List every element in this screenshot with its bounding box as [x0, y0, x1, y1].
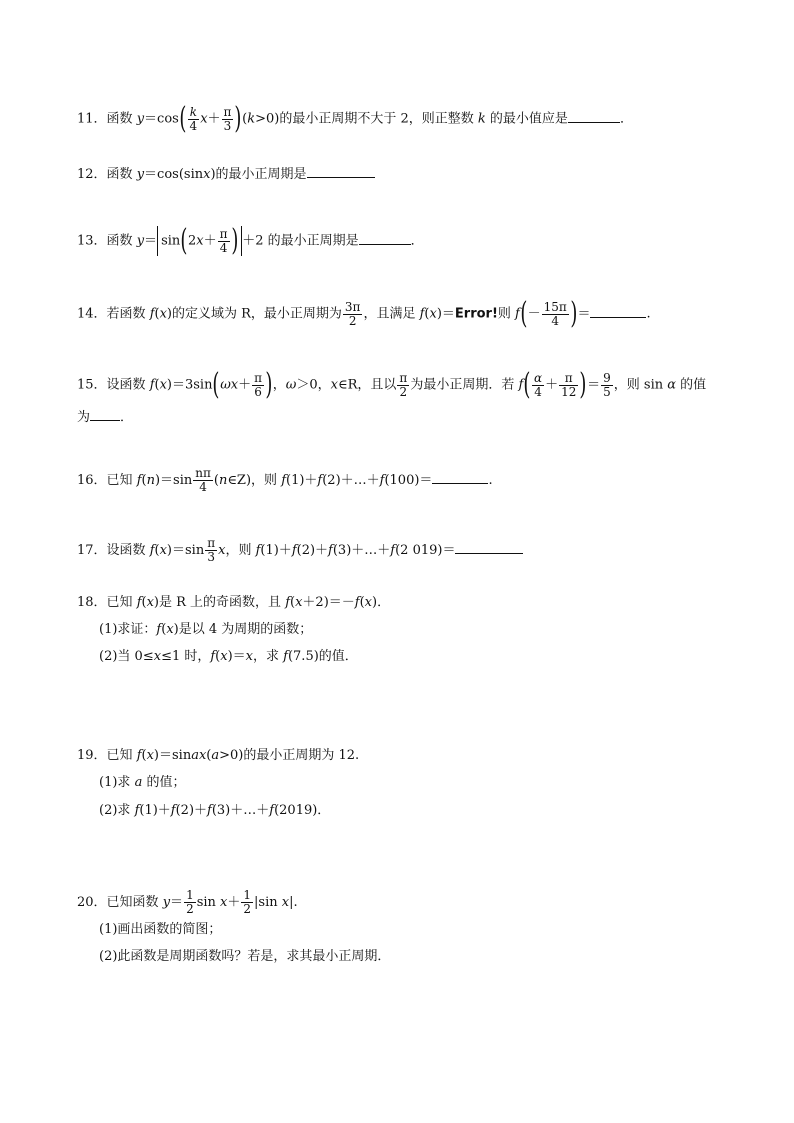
problem-18: 18．已知 f(x)是 R 上的奇函数，且 f(x＋2)＝－f(x)． — [77, 595, 391, 610]
answer-blank[interactable] — [455, 541, 523, 554]
answer-blank[interactable] — [432, 471, 488, 484]
fraction: $\frac{k}{4}$ — [189, 104, 198, 133]
answer-blank[interactable] — [359, 232, 411, 245]
problem-14: 14．若函数 f(x)的定义域为 R，最小正周期为 $\frac{3\pi}{2}$ ，且满足 f(x)＝Error!则 f(－ $\frac{15\pi}{4}$ )＝ . — [77, 296, 651, 331]
fraction: $\frac{9}{5}$ — [603, 370, 611, 399]
fraction: $\frac{\pi}{12}$ — [561, 370, 577, 399]
fraction: $\frac{\pi}{4}$ — [219, 226, 228, 255]
problem-12: 12．函数 y＝cos(sinx)的最小正周期是 — [77, 165, 375, 184]
problem-18-part-2: (2)当 0≤x≤1 时，f(x)＝x，求 f(7.5)的值． — [99, 649, 358, 664]
fraction: $\frac{15\pi}{4}$ — [543, 299, 567, 328]
problem-17: 17．设函数 f(x)＝sin $\frac{\pi}{3}$ x，则 f(1)＋f(2)＋f(3)＋…＋f(2 019)＝ — [77, 537, 523, 564]
problem-13: 13．函数 y＝ sin(2x＋ $\frac{\pi}{4}$ ) ＋2 的最小正周期是 ． — [77, 223, 424, 258]
answer-blank[interactable] — [568, 110, 620, 123]
answer-blank[interactable] — [590, 305, 646, 318]
fraction: $\frac{\pi}{6}$ — [254, 370, 263, 399]
problem-11: 11．函数 y＝cos( $\frac{k}{4}$ x＋ $\frac{\pi}{3}$ )(k>0)的最小正周期不大于 2，则正整数 k 的最小值应是 ． — [77, 101, 633, 136]
fraction: $\frac{\pi}{3}$ — [207, 536, 216, 564]
problem-19: 19．已知 f(x)＝sinax(a>0)的最小正周期为 12. — [77, 748, 360, 763]
fraction: $\frac{\pi}{3}$ — [223, 104, 232, 133]
fraction: $\frac{\pi}{2}$ — [399, 370, 408, 399]
problem-20-part-2: (2)此函数是周期函数吗？若是，求其最小正周期． — [99, 949, 391, 964]
problem-15-line2: 为 ． — [77, 410, 134, 425]
problem-19-part-2: (2)求 f(1)＋f(2)＋f(3)＋…＋f(2019)． — [99, 803, 331, 818]
fraction: $\frac{3\pi}{2}$ — [344, 299, 361, 328]
problem-20: 20．已知函数 y＝ $\frac{1}{2}$ sin x＋ $\frac{1}{2}$ |sin x|. — [77, 888, 298, 916]
answer-blank[interactable] — [90, 408, 120, 421]
problem-19-part-1: (1)求 a 的值； — [99, 775, 186, 790]
problem-15: 15．设函数 f(x)＝3sin(ωx＋ $\frac{\pi}{6}$ )，ω＞0，x∈R，且以 $\frac{\pi}{2}$ 为最小正周期．若 f( $\frac{\alpha}{4}$ ＋ $\frac{\pi}{12}$ )＝ $\frac{9}{5}$ ，则 sin α 的值 — [77, 367, 707, 402]
problem-16: 16．已知 f(n)＝sin $\frac{n\pi}{4}$ (n∈Z)，则 f(1)＋f(2)＋…＋f(100)＝ . — [77, 466, 493, 494]
answer-blank[interactable] — [307, 165, 375, 178]
fraction: $\frac{1}{2}$ — [243, 888, 252, 916]
problem-20-part-1: (1)画出函数的简图； — [99, 922, 222, 937]
fraction: $\frac{\alpha}{4}$ — [533, 370, 543, 399]
problem-18-part-1: (1)求证：f(x)是以 4 为周期的函数； — [99, 622, 313, 637]
absolute-value: sin(2x＋ $\frac{\pi}{4}$ ) — [157, 226, 242, 256]
fraction: $\frac{n\pi}{4}$ — [195, 466, 211, 494]
fraction: $\frac{1}{2}$ — [186, 888, 194, 916]
